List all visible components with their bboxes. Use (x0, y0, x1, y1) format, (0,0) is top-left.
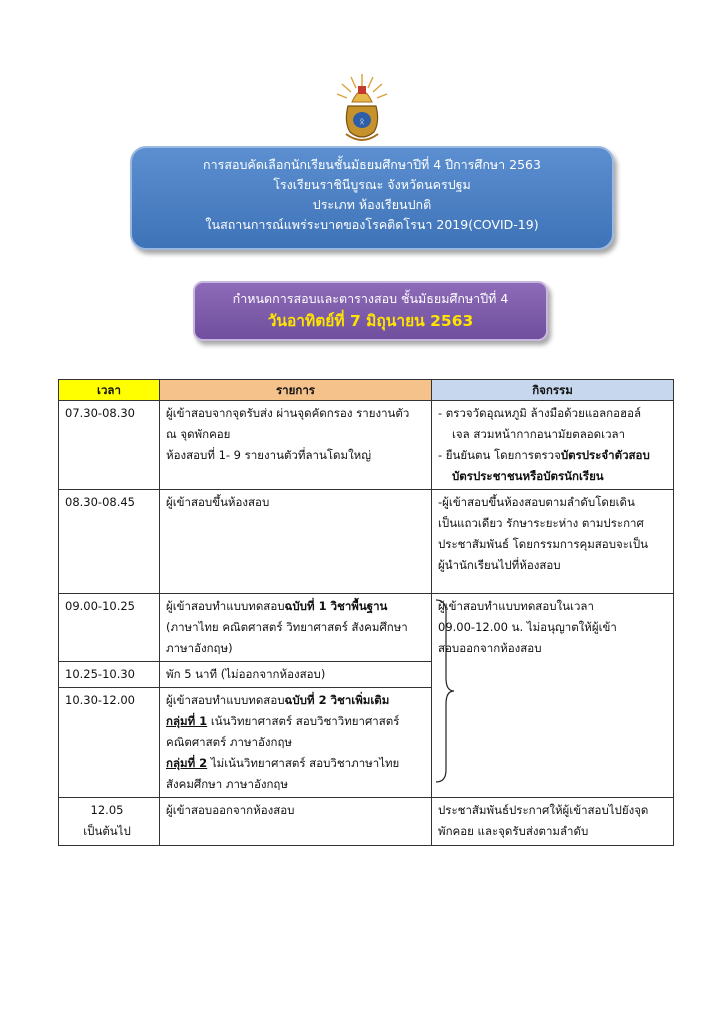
item-line: (ภาษาไทย คณิตศาสตร์ วิทยาศาสตร์ สังคมศึกษา (166, 620, 408, 634)
merged-activity-line: สอบออกจากห้องสอบ (438, 641, 542, 655)
table-row (59, 798, 674, 846)
group-1-text: เน้นวิทยาศาสตร์ สอบวิชาวิทยาศาสตร์ (207, 714, 400, 728)
schedule-table (58, 379, 674, 846)
time-cell (59, 798, 160, 846)
item-cell: ผู้เข้าสอบออกจากห้องสอบ (160, 798, 432, 846)
merged-activity-cell (432, 594, 674, 798)
schedule-date-box (193, 281, 548, 341)
merged-activity-line: ผู้เข้าสอบทำแบบทดสอบในเวลา (438, 599, 594, 613)
item-line (166, 596, 425, 617)
header-time: เวลา (59, 380, 160, 401)
brace-icon (432, 598, 456, 784)
activity-bold-line: บัตรประชาชนหรือบัตรนักเรียน (452, 469, 604, 483)
item-line (166, 753, 425, 774)
activity-cell (432, 490, 674, 594)
activity-line: -ผู้เข้าสอบขึ้นห้องสอบตามลำดับโดยเดิน (438, 495, 635, 509)
item-line: ผู้เข้าสอบจากจุดรับส่ง ผ่านจุดคัดกรอง รายงานตัว (166, 406, 410, 420)
table-row (59, 401, 674, 490)
activity-text: - ยืนยันตน โดยการตรวจ (438, 448, 561, 462)
group-2-label: กลุ่มที่ 2 (166, 756, 208, 770)
item-text: ผู้เข้าสอบทำแบบทดสอบ (166, 599, 285, 613)
item-line: ณ จุดพักคอย (166, 427, 231, 441)
activity-cell (432, 401, 674, 490)
merged-activity-line: 09.00-12.00 น. ไม่อนุญาตให้ผู้เข้า (438, 620, 617, 634)
schedule-subtitle: กำหนดการสอบและตารางสอบ ชั้นมัธยมศึกษาปีที่ 4 (232, 291, 509, 306)
item-line (166, 711, 425, 732)
activity-bold-text: บัตรประจำตัวสอบ (560, 448, 650, 462)
time-line: 12.05 (90, 803, 124, 817)
activity-line: ประชาสัมพันธ์ โดยกรรมการคุมสอบจะเป็น (438, 537, 649, 551)
item-text: ผู้เข้าสอบทำแบบทดสอบ (166, 693, 285, 707)
school-emblem-icon (334, 72, 390, 146)
group-2-text: ไม่เน้นวิทยาศาสตร์ สอบวิชาภาษาไทย (207, 756, 400, 770)
item-cell (160, 688, 432, 798)
activity-line (438, 445, 667, 466)
svg-text:ᛟ: ᛟ (359, 117, 365, 127)
item-cell (160, 594, 432, 662)
activity-line: เป็นแถวเดียว รักษาระยะห่าง ตามประกาศ (438, 516, 644, 530)
activity-line: เจล สวมหน้ากากอนามัยตลอดเวลา (452, 427, 626, 441)
header-line-covid: ในสถานการณ์แพร่ระบาดของโรคติดโรนา 2019(COVID-19) (205, 217, 539, 232)
time-cell: 09.00-10.25 (59, 594, 160, 662)
header-banner (130, 146, 614, 250)
time-cell: 08.30-08.45 (59, 490, 160, 594)
time-cell: 10.30-12.00 (59, 688, 160, 798)
activity-line: ผู้นำนักเรียนไปที่ห้องสอบ (438, 558, 561, 572)
activity-line: ประชาสัมพันธ์ประกาศให้ผู้เข้าสอบไปยังจุด (438, 803, 649, 817)
activity-line: - ตรวจวัดอุณหภูมิ ล้างมือด้วยแอลกอฮอล์ (438, 406, 642, 420)
header-line-type: ประเภท ห้องเรียนปกติ (312, 197, 432, 212)
table-row (59, 594, 674, 662)
activity-line: พักคอย และจุดรับส่งตามลำดับ (438, 824, 589, 838)
time-cell: 07.30-08.30 (59, 401, 160, 490)
time-cell: 10.25-10.30 (59, 662, 160, 688)
item-line: ภาษาอังกฤษ) (166, 641, 233, 655)
item-bold-text: ฉบับที่ 1 วิชาพื้นฐาน (284, 599, 388, 613)
group-1-label: กลุ่มที่ 1 (166, 714, 208, 728)
table-header-row (59, 380, 674, 401)
header-line-school: โรงเรียนราชินีบูรณะ จังหวัดนครปฐม (273, 177, 471, 192)
item-line: ห้องสอบที่ 1- 9 รายงานตัวที่ลานโดมใหญ่ (166, 448, 372, 462)
item-cell (160, 401, 432, 490)
table-row (59, 490, 674, 594)
header-item: รายการ (160, 380, 432, 401)
time-line: เป็นต้นไป (83, 824, 131, 838)
item-cell: ผู้เข้าสอบขึ้นห้องสอบ (160, 490, 432, 594)
header-activity: กิจกรรม (432, 380, 674, 401)
item-cell: พัก 5 นาที (ไม่ออกจากห้องสอบ) (160, 662, 432, 688)
header-line-exam-title: การสอบคัดเลือกนักเรียนชั้นมัธยมศึกษาปีที่ 4 ปีการศึกษา 2563 (203, 157, 541, 172)
schedule-date: วันอาทิตย์ที่ 7 มิถุนายน 2563 (267, 312, 474, 330)
item-line (166, 690, 425, 711)
item-bold-text: ฉบับที่ 2 วิชาเพิ่มเติม (284, 693, 390, 707)
activity-cell (432, 798, 674, 846)
item-line: คณิตศาสตร์ ภาษาอังกฤษ (166, 735, 293, 749)
item-line: สังคมศึกษา ภาษาอังกฤษ (166, 777, 288, 791)
